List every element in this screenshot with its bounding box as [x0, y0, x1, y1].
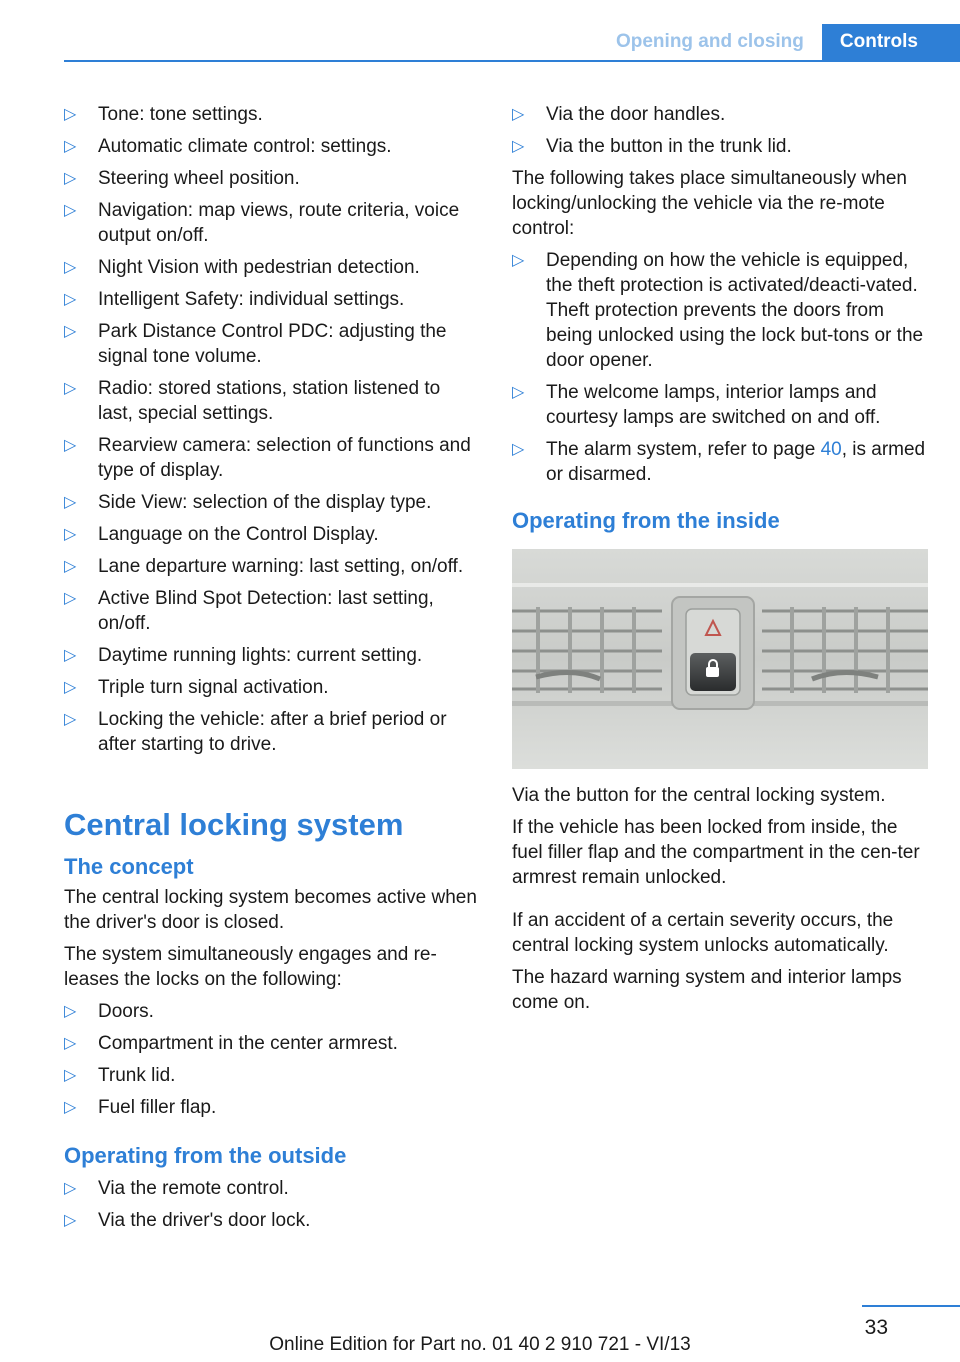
- list-item: ▷ Compartment in the center armrest.: [64, 1033, 398, 1054]
- triangle-right-icon: ▷: [512, 252, 525, 269]
- triangle-right-icon: ▷: [64, 1099, 77, 1116]
- triangle-right-icon: ▷: [64, 291, 77, 308]
- triangle-right-icon: ▷: [64, 558, 77, 575]
- remote-effects-list: [512, 248, 930, 487]
- triangle-right-icon: ▷: [64, 1212, 77, 1229]
- outside-heading: Operating from the outside: [64, 1143, 347, 1168]
- list-item: ▷ Fuel filler flap.: [64, 1097, 217, 1118]
- list-item: ▷ The welcome lamps, interior lamps and courtesy lamps are switched on and off.: [512, 382, 881, 428]
- triangle-right-icon: ▷: [64, 170, 77, 187]
- header-chapter-tab: Controls: [822, 24, 960, 62]
- list-item: ▷ Park Distance Control PDC: adjusting the signal tone volume.: [64, 321, 447, 367]
- list-item: ▷ Daytime running lights: current setting.: [64, 645, 423, 666]
- concept-heading: The concept: [64, 854, 194, 879]
- triangle-right-icon: ▷: [64, 1067, 77, 1084]
- list-item: ▷ Intelligent Safety: individual settings.: [64, 289, 405, 310]
- left-column: [64, 102, 478, 1240]
- list-item: ▷ Via the remote control.: [64, 1178, 289, 1199]
- list-item: ▷ Radio: stored stations, station listened to last, special settings.: [64, 378, 441, 424]
- list-item: ▷ Night Vision with pedestrian detection.: [64, 257, 420, 278]
- inside-paragraph-1: Via the button for the central locking system.: [512, 785, 886, 806]
- list-item: ▷ Tone: tone settings.: [64, 104, 263, 125]
- list-item: ▷ Active Blind Spot Detection: last setting, on/off.: [64, 588, 434, 634]
- inside-heading: Operating from the inside: [512, 508, 780, 533]
- list-item: ▷ Navigation: map views, route criteria, voice output on/off.: [64, 200, 460, 246]
- triangle-right-icon: ▷: [64, 679, 77, 696]
- header-section-title: Opening and closing: [615, 31, 804, 52]
- triangle-right-icon: ▷: [64, 380, 77, 397]
- outside-list-continued: [512, 102, 930, 159]
- inside-paragraph-4: The hazard warning system and interior lamps come on.: [512, 967, 902, 1013]
- triangle-right-icon: ▷: [64, 1003, 77, 1020]
- list-item: ▷ Lane departure warning: last setting, on/off.: [64, 556, 464, 577]
- inside-paragraph-2: If the vehicle has been locked from inside, the fuel filler flap and the compartment in the cen-ter armrest remain unlocked.: [512, 817, 920, 888]
- list-item: ▷ Via the driver's door lock.: [64, 1210, 311, 1231]
- list-item: ▷ Steering wheel position.: [64, 168, 300, 189]
- inside-paragraph-3: If an accident of a certain severity occurs, the central locking system unlocks automatically.: [512, 910, 894, 956]
- outside-list: [64, 1176, 478, 1233]
- page-number-rule: [862, 1305, 960, 1307]
- triangle-right-icon: ▷: [64, 202, 77, 219]
- list-item: ▷ Trunk lid.: [64, 1065, 176, 1086]
- locks-list: [64, 999, 478, 1120]
- list-item: ▷ Automatic climate control: settings.: [64, 136, 392, 157]
- right-column: [512, 102, 930, 1022]
- triangle-right-icon: ▷: [64, 711, 77, 728]
- triangle-right-icon: ▷: [512, 441, 525, 458]
- triangle-right-icon: ▷: [64, 1035, 77, 1052]
- list-item: ▷ The alarm system, refer to page 40, is armed or disarmed.: [512, 439, 926, 485]
- triangle-right-icon: ▷: [64, 526, 77, 543]
- list-item: ▷ Via the button in the trunk lid.: [512, 136, 792, 157]
- triangle-right-icon: ▷: [64, 1180, 77, 1197]
- triangle-right-icon: ▷: [64, 590, 77, 607]
- page-link[interactable]: 40: [820, 439, 842, 460]
- triangle-right-icon: ▷: [64, 138, 77, 155]
- photo-illustration: [512, 549, 928, 769]
- list-item: ▷ Doors.: [64, 1001, 154, 1022]
- list-item: ▷ Locking the vehicle: after a brief period or after starting to drive.: [64, 709, 447, 755]
- section-title: Central locking system: [64, 807, 404, 842]
- list-item: ▷ Side View: selection of the display type.: [64, 492, 432, 513]
- list-item: ▷ Language on the Control Display.: [64, 524, 379, 545]
- list-item: ▷ Rearview camera: selection of functions and type of display.: [64, 435, 471, 481]
- list-item: ▷ Via the door handles.: [512, 104, 726, 125]
- page-number: 33: [864, 1316, 888, 1339]
- remote-paragraph: The following takes place simultaneously when locking/unlocking the vehicle via the re-mote control:: [512, 168, 907, 239]
- page-header: [598, 24, 960, 62]
- triangle-right-icon: ▷: [64, 647, 77, 664]
- triangle-right-icon: ▷: [64, 437, 77, 454]
- settings-list: [64, 102, 478, 757]
- concept-paragraph-1: The central locking system becomes active when the driver's door is closed.: [64, 887, 477, 933]
- triangle-right-icon: ▷: [64, 259, 77, 276]
- list-item: ▷ Depending on how the vehicle is equipped, the theft protection is activated/deacti-vated. Theft protection prevents the doors from being unlocked using the lock but-tons or the door opener.: [512, 250, 924, 371]
- triangle-right-icon: ▷: [512, 138, 525, 155]
- triangle-right-icon: ▷: [64, 106, 77, 123]
- central-locking-button-photo: [512, 549, 928, 769]
- triangle-right-icon: ▷: [512, 106, 525, 123]
- triangle-right-icon: ▷: [64, 323, 77, 340]
- list-item: ▷ Triple turn signal activation.: [64, 677, 329, 698]
- triangle-right-icon: ▷: [512, 384, 525, 401]
- header-rule: [64, 60, 960, 62]
- footer-edition: Online Edition for Part no. 01 40 2 910 721 - VI/13: [269, 1334, 691, 1355]
- concept-paragraph-2: The system simultaneously engages and re-leases the locks on the following:: [64, 944, 437, 990]
- triangle-right-icon: ▷: [64, 494, 77, 511]
